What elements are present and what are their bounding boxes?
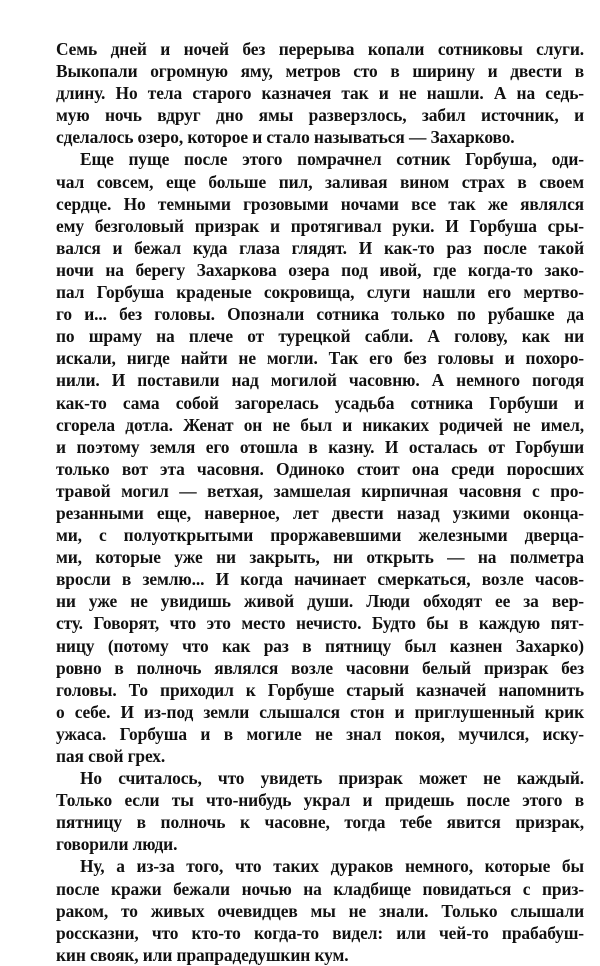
text-line: вался и бежал куда глаза глядят. И как-то раз после такой — [56, 237, 584, 258]
text-line: чал совсем, еще больше пил, заливая вином страх в своем — [56, 171, 584, 192]
text-line: кин свояк, или прапрадедушкин кум. — [56, 944, 349, 965]
text-line: о себе. И из-под земли слышался стон и приглушенный крик — [56, 701, 584, 722]
text-line: Семь дней и ночей без перерыва копали сотниковы слуги. — [56, 39, 584, 59]
text-line: только вот эта часовня. Одиноко стоит она среди поросших — [56, 458, 584, 479]
text-line: нили. И поставили над могилой часовню. А немного погодя — [56, 370, 584, 391]
text-line: го и... без головы. Опознали сотника только по рубашке да — [56, 304, 584, 325]
text-line: Еще пуще после этого помрачнел сотник Горбуша, оди- — [80, 149, 584, 170]
text-line: искали, нигде найти не могли. Так его без головы и похоро- — [56, 348, 584, 369]
text-line: ницу (потому что как раз в пятницу был казнен Захарко) — [56, 635, 584, 656]
text-line: после кражи бежали ночью на кладбище повидаться с приз- — [56, 878, 584, 899]
text-line: как-то сама собой загорелась усадьба сотника Горбуши и — [56, 392, 584, 413]
text-line: пая свой грех. — [56, 746, 166, 766]
text-line: Только если ты что-нибудь украл и придешь после этого в — [56, 790, 584, 811]
text-line: и поэтому земля его отошла в казну. И осталась от Горбуши — [56, 436, 584, 457]
text-line: пятницу в полночь к часовне, тогда тебе явится призрак, — [56, 812, 584, 833]
text-line: головы. То приходил к Горбуше старый казначей напомнить — [56, 679, 584, 700]
text-line: длину. Но тела старого казначея так и не нашли. А на седь- — [56, 83, 584, 104]
text-line: травой могил — ветхая, замшелая кирпичная часовня с про- — [56, 480, 584, 501]
text-line: сердце. Но темными грозовыми ночами все так же являлся — [56, 193, 584, 214]
text-line: резанными еще, наверное, лет двести назад узкими оконца- — [56, 502, 584, 523]
text-line: ночи на берегу Захаркова озера под ивой, где когда-то зако- — [56, 259, 584, 280]
text-line: сгорела дотла. Женат он не был и никаких родичей не имел, — [56, 414, 584, 435]
text-line: Выкопали огромную яму, метров сто в ширину и двести в — [56, 61, 584, 82]
text-line: пал Горбуша краденые сокровища, слуги нашли его мертво- — [56, 282, 584, 303]
text-line: раком, то живых очевидцев мы не знали. Только слышали — [56, 900, 584, 921]
text-line: ми, с полуоткрытыми проржавевшими железными дверца- — [56, 525, 584, 546]
text-line: мую ночь вдруг дно ямы разверзлось, забил источник, и — [56, 105, 584, 126]
book-page — [56, 38, 584, 966]
text-line: россказни, что кто-то когда-то видел: или чей-то прабабуш- — [56, 922, 584, 943]
text-line: Но считалось, что увидеть призрак может не каждый. — [80, 768, 584, 789]
text-line: говорили люди. — [56, 834, 178, 855]
text-line: ровно в полночь являлся возле часовни белый призрак без — [56, 657, 584, 678]
text-line: ему безголовый призрак и протягивал руки. И Горбуша сры- — [56, 215, 584, 236]
paragraph-4 — [56, 855, 584, 965]
paragraph-1 — [56, 38, 584, 148]
text-line: ужаса. Горбуша и в могиле не знал покоя, мучился, иску- — [56, 723, 584, 744]
text-line: Ну, а из-за того, что таких дураков немного, которые бы — [80, 856, 584, 877]
text-line: вросли в землю... И когда начинает смеркаться, возле часов- — [56, 569, 584, 590]
text-line: сделалось озеро, которое и стало называться — Захарково. — [56, 127, 515, 148]
paragraph-2 — [56, 148, 584, 767]
text-line: ми, которые уже ни закрыть, ни открыть — на полметра — [56, 547, 584, 568]
text-line: сту. Говорят, что это место нечисто. Будто бы в каждую пят- — [56, 613, 584, 634]
paragraph-3 — [56, 767, 584, 855]
text-line: ни уже не увидишь живой души. Люди обходят ее за вер- — [56, 591, 584, 612]
text-line: по шраму на плече от турецкой сабли. А голову, как ни — [56, 326, 584, 347]
